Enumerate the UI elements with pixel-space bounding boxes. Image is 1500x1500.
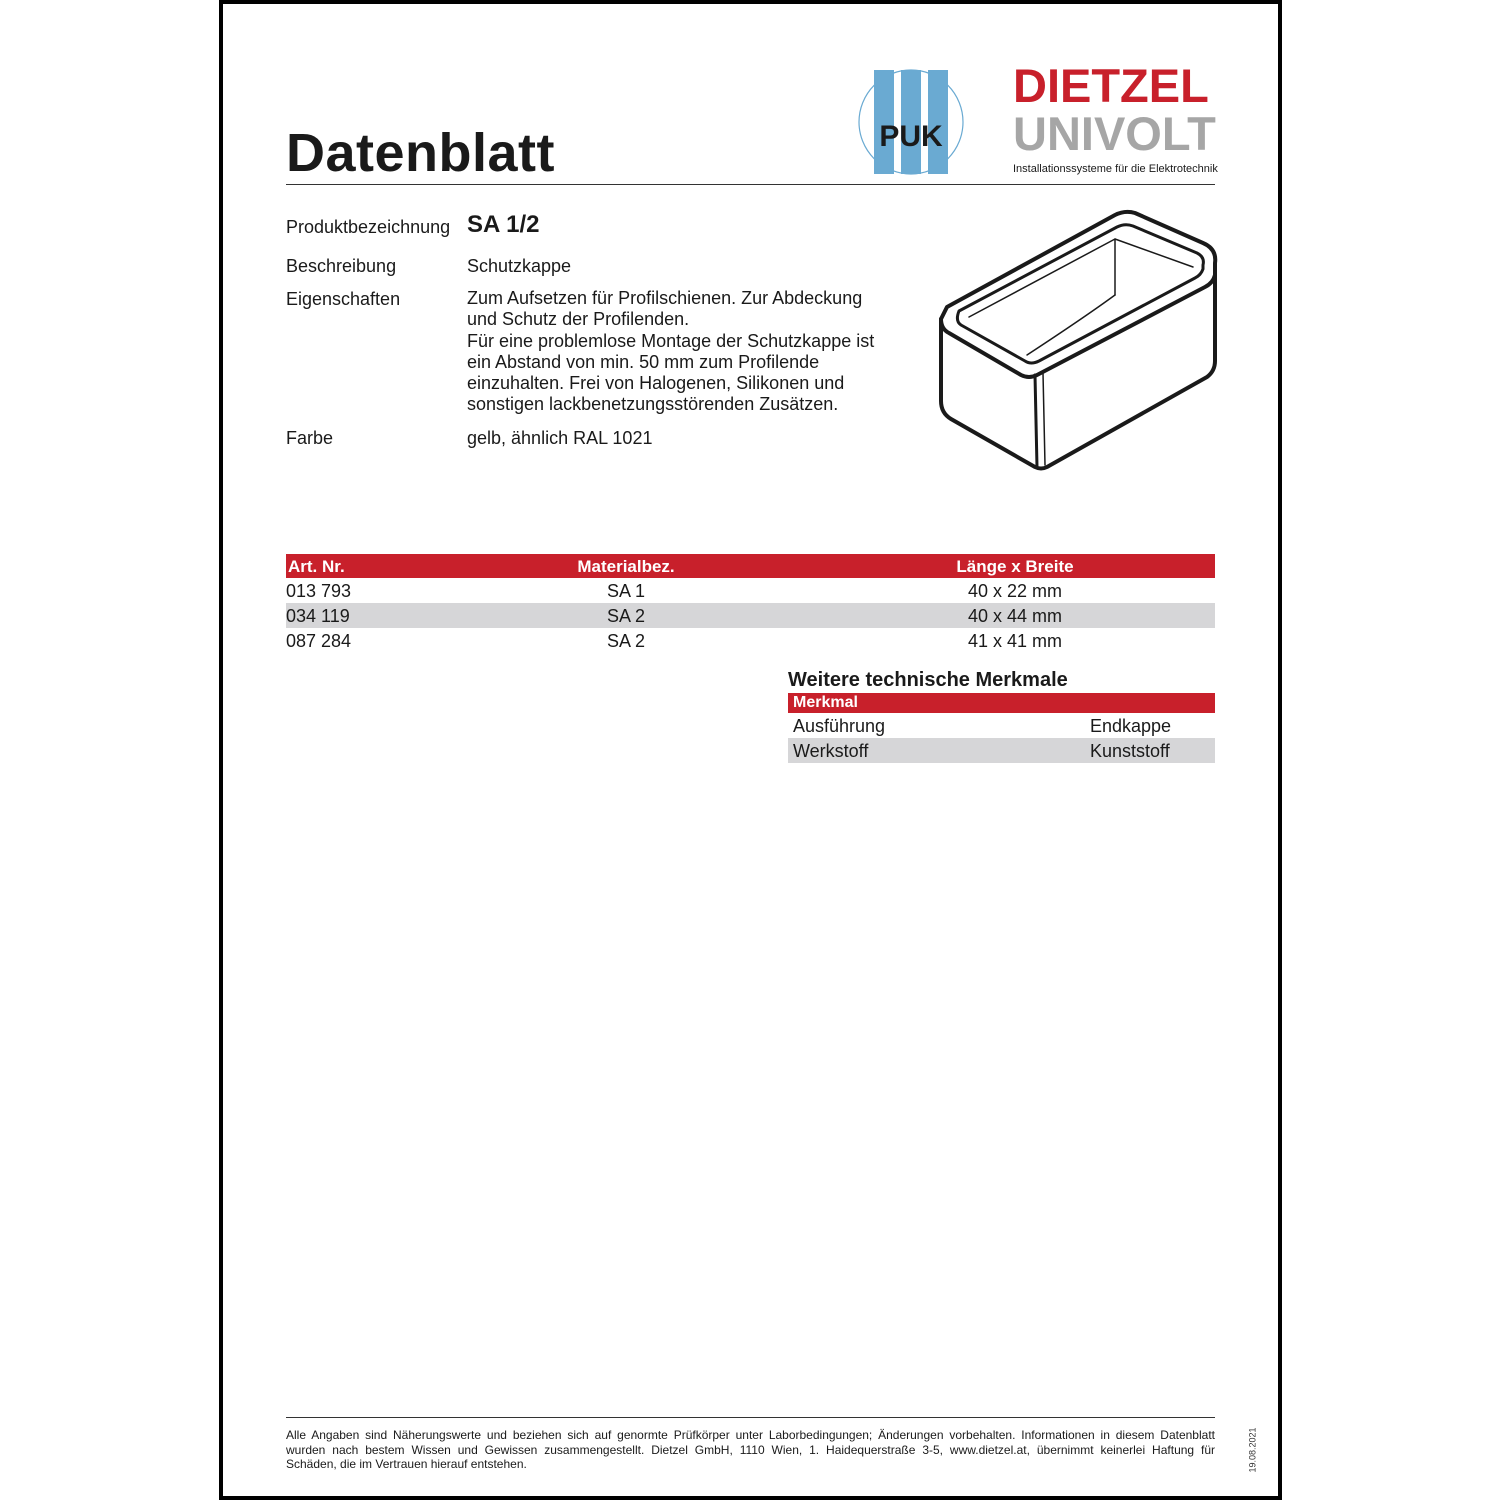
puk-logo [856,68,966,176]
feature-value: Kunststoff [1090,741,1170,761]
description-value: Schutzkappe [467,256,572,276]
properties-line: einzuhalten. Frei von Halogenen, Silikonen und [467,373,845,394]
disclaimer-line: Alle Angaben sind Näherungswerte und beziehen sich auf genormte Prüfkörper unter Laborbedingungen; Änderungen vorbehalten. Informationen in diesem Datenblatt [286,1428,1215,1442]
brand-name-univolt: UNIVOLT [1013,107,1216,160]
color-label: Farbe [286,428,334,448]
articles-table [286,554,1215,653]
brand-tagline: Installationssysteme für die Elektrotechnik [1013,163,1218,175]
feature-value: Endkappe [1090,716,1172,736]
properties-line: und Schutz der Profilenden. [467,309,690,330]
table-row [286,603,1215,628]
features-header-row [788,693,1215,713]
document-date: 19.08.2021 [1247,1427,1258,1473]
footer-divider [286,1417,1215,1418]
material-cell-text: SA 2 [606,631,646,651]
table-row [286,628,1215,653]
feature-key: Werkstoff [793,741,869,761]
product-name-label: Produktbezeichnung [286,217,451,237]
brand-name-dietzel: DIETZEL [1013,59,1209,112]
properties-text [467,288,887,416]
material-cell-text: SA 1 [606,581,646,601]
article-number-cell: 013 793 [286,581,352,601]
protective-cap-drawing [935,205,1220,475]
color-value: gelb, ähnlich RAL 1021 [467,428,653,448]
table-row [788,738,1215,763]
properties-line: Für eine problemlose Montage der Schutzkappe ist [467,330,875,351]
article-number-cell: 087 284 [286,631,352,651]
dimensions-cell-text: 41 x 41 mm [967,631,1063,651]
properties-line: ein Abstand von min. 50 mm zum Profilende [467,351,820,372]
features-header: Merkmal [793,694,858,711]
properties-line: Zum Aufsetzen für Profilschienen. Zur Abdeckung [467,288,863,308]
product-name-value: SA 1/2 [467,211,540,238]
disclaimer-line: wurden nach bestem Wissen und Gewissen zusammengestellt. Dietzel GmbH, 1110 Wien, 1. Haidequerstraße 3-5, www.dietzel.at, übernimmt keinerlei Haftung für [286,1442,1215,1457]
header-divider [286,184,1215,185]
properties-label: Eigenschaften [286,289,401,309]
dimensions-cell-text: 40 x 22 mm [967,581,1063,601]
description-label: Beschreibung [286,256,397,276]
puk-logo-text: PUK [879,120,943,153]
column-header-material-text: Materialbez. [577,557,675,576]
table-header-row [286,554,1215,578]
column-header-article-number: Art. Nr. [288,557,345,576]
properties-line: sonstigen lackbenetzungsstörenden Zusätzen. [467,394,839,415]
features-title: Weitere technische Merkmale [788,669,1068,691]
table-row [286,578,1215,603]
page-title: Datenblatt [286,123,556,183]
table-row [788,713,1215,738]
features-table [788,693,1215,763]
feature-key: Ausführung [793,716,886,736]
article-number-cell: 034 119 [286,606,350,626]
column-header-dimensions-text: Länge x Breite [956,557,1074,576]
disclaimer-line: Schäden, die im Vertrauen hierauf entstehen. [286,1457,527,1471]
dimensions-cell-text: 40 x 44 mm [967,606,1063,626]
footer-disclaimer [286,1428,1215,1472]
material-cell-text: SA 2 [606,606,646,626]
